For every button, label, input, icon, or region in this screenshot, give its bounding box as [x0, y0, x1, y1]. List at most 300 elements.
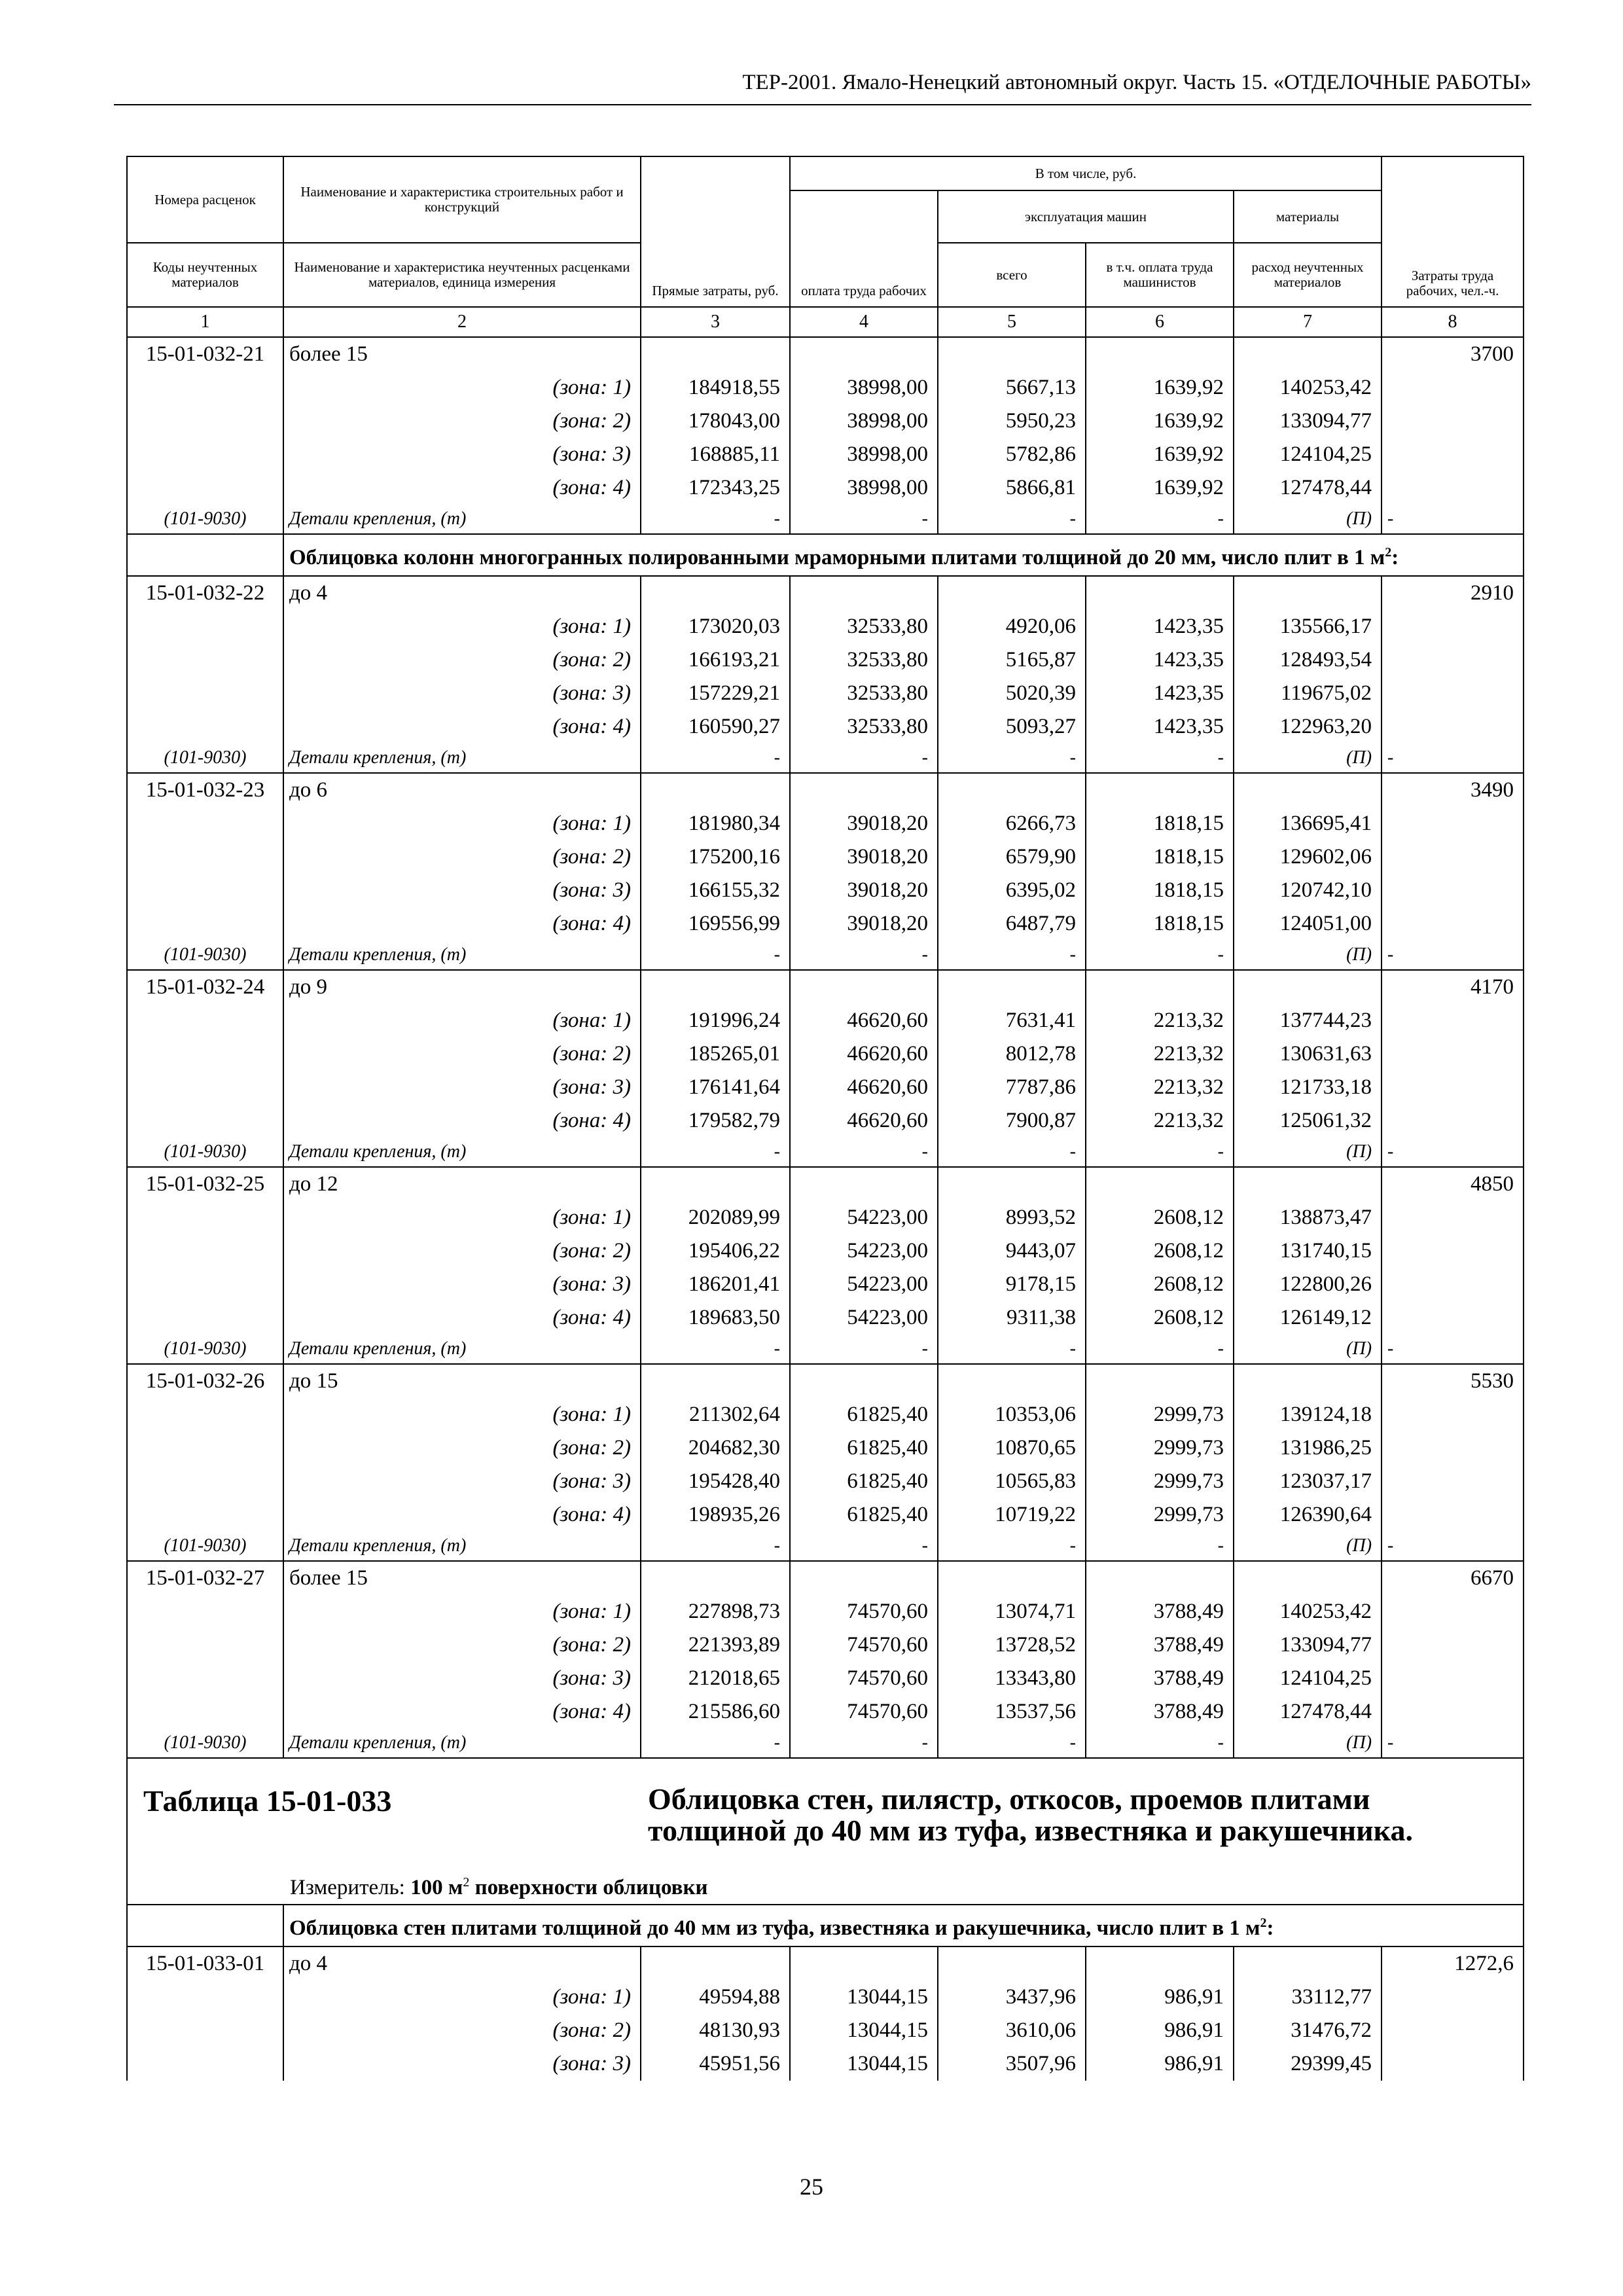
material-name: Детали крепления, (т)	[283, 505, 641, 534]
value-cell: 9443,07	[938, 1234, 1086, 1268]
empty-cell	[1382, 677, 1524, 710]
value-cell: 168885,11	[641, 438, 790, 471]
empty-cell	[1234, 576, 1382, 610]
dash-cell: -	[1382, 941, 1524, 970]
material-name: Детали крепления, (т)	[283, 1138, 641, 1167]
section-sup: 2	[1260, 1916, 1267, 1930]
section-text: Облицовка колонн многогранных полированными мраморными плитами толщиной до 20 мм, число плит в 1 м	[289, 546, 1385, 569]
value-cell: 10719,22	[938, 1498, 1086, 1532]
empty-cell	[127, 1071, 283, 1104]
p-mark: (П)	[1234, 744, 1382, 773]
empty-cell	[1382, 710, 1524, 744]
zone-label: (зона: 3)	[283, 1268, 641, 1301]
zone-row	[127, 404, 1524, 438]
empty-cell	[1382, 1037, 1524, 1071]
section-tail: :	[1391, 546, 1399, 569]
dash-cell: -	[1086, 1532, 1234, 1561]
value-cell: 172343,25	[641, 471, 790, 505]
value-cell: 131986,25	[1234, 1431, 1382, 1465]
value-cell: 4920,06	[938, 610, 1086, 643]
empty-cell	[127, 1905, 283, 1946]
empty-cell	[790, 1561, 938, 1595]
empty-cell	[1086, 1364, 1234, 1398]
empty-cell	[1382, 610, 1524, 643]
p-mark: (П)	[1234, 1729, 1382, 1758]
empty-cell	[1234, 970, 1382, 1004]
value-cell: 74570,60	[790, 1628, 938, 1662]
rates-table	[126, 156, 1524, 2081]
rate-code: 15-01-032-23	[127, 773, 283, 807]
dash-cell: -	[641, 1138, 790, 1167]
empty-cell	[641, 337, 790, 371]
value-cell: 8012,78	[938, 1037, 1086, 1071]
rate-row	[127, 1561, 1524, 1595]
dash-cell: -	[1382, 744, 1524, 773]
col7-header: расход неучтенных материалов	[1234, 243, 1382, 307]
value-cell: 215586,60	[641, 1695, 790, 1729]
dash-cell: -	[1086, 505, 1234, 534]
dash-cell: -	[790, 941, 938, 970]
labor-cost: 4850	[1382, 1167, 1524, 1201]
rate-row	[127, 1167, 1524, 1201]
col-num: 2	[283, 307, 641, 337]
empty-cell	[1382, 1234, 1524, 1268]
value-cell: 123037,17	[1234, 1465, 1382, 1498]
value-cell: 127478,44	[1234, 471, 1382, 505]
dash-cell: -	[938, 1729, 1086, 1758]
empty-cell	[938, 773, 1086, 807]
dash-cell: -	[641, 1729, 790, 1758]
material-code: (101-9030)	[127, 1729, 283, 1758]
material-code: (101-9030)	[127, 505, 283, 534]
value-cell: 1423,35	[1086, 677, 1234, 710]
material-code: (101-9030)	[127, 941, 283, 970]
empty-cell	[1382, 2047, 1524, 2081]
zone-label: (зона: 4)	[283, 710, 641, 744]
empty-cell	[1086, 1167, 1234, 1201]
value-cell: 2608,12	[1086, 1268, 1234, 1301]
zone-row	[127, 840, 1524, 874]
value-cell: 32533,80	[790, 610, 938, 643]
rate-row	[127, 576, 1524, 610]
value-cell: 138873,47	[1234, 1201, 1382, 1234]
value-cell: 6579,90	[938, 840, 1086, 874]
dash-cell: -	[641, 1532, 790, 1561]
zone-label: (зона: 3)	[283, 677, 641, 710]
value-cell: 39018,20	[790, 907, 938, 941]
value-cell: 1639,92	[1086, 438, 1234, 471]
page-number: 25	[800, 2174, 823, 2200]
empty-cell	[1382, 1595, 1524, 1628]
dash-cell: -	[938, 505, 1086, 534]
value-cell: 6487,79	[938, 907, 1086, 941]
value-cell: 10353,06	[938, 1398, 1086, 1431]
value-cell: 986,91	[1086, 2014, 1234, 2047]
rate-code: 15-01-033-01	[127, 1946, 283, 1981]
empty-cell	[1382, 907, 1524, 941]
section-row	[127, 1905, 1524, 1946]
empty-cell	[1234, 1167, 1382, 1201]
value-cell: 32533,80	[790, 710, 938, 744]
empty-cell	[641, 1946, 790, 1981]
zone-row	[127, 1104, 1524, 1138]
value-cell: 46620,60	[790, 1037, 938, 1071]
empty-cell	[1234, 1946, 1382, 1981]
empty-cell	[1382, 471, 1524, 505]
materials-header: материалы	[1234, 190, 1382, 243]
material-code: (101-9030)	[127, 1138, 283, 1167]
material-code: (101-9030)	[127, 1335, 283, 1364]
value-cell: 122800,26	[1234, 1268, 1382, 1301]
empty-cell	[1234, 1561, 1382, 1595]
zone-row	[127, 1431, 1524, 1465]
column-number-row	[127, 307, 1524, 337]
value-cell: 39018,20	[790, 807, 938, 840]
zone-row	[127, 1465, 1524, 1498]
col4-header: оплата труда рабочих	[790, 190, 938, 307]
value-cell: 1818,15	[1086, 840, 1234, 874]
value-cell: 204682,30	[641, 1431, 790, 1465]
value-cell: 2213,32	[1086, 1104, 1234, 1138]
zone-label: (зона: 4)	[283, 1301, 641, 1335]
zone-label: (зона: 1)	[283, 1004, 641, 1037]
value-cell: 13728,52	[938, 1628, 1086, 1662]
empty-cell	[938, 337, 1086, 371]
empty-cell	[127, 677, 283, 710]
section-text: Облицовка стен плитами толщиной до 40 мм из туфа, известняка и ракушечника, число плит в 1 м	[289, 1916, 1260, 1940]
empty-cell	[790, 1946, 938, 1981]
rate-row	[127, 970, 1524, 1004]
value-cell: 6395,02	[938, 874, 1086, 907]
value-cell: 227898,73	[641, 1595, 790, 1628]
value-cell: 39018,20	[790, 840, 938, 874]
value-cell: 5667,13	[938, 371, 1086, 404]
value-cell: 45951,56	[641, 2047, 790, 2081]
zone-row	[127, 643, 1524, 677]
value-cell: 166193,21	[641, 643, 790, 677]
value-cell: 1639,92	[1086, 404, 1234, 438]
empty-cell	[938, 1946, 1086, 1981]
empty-cell	[790, 773, 938, 807]
empty-cell	[127, 1628, 283, 1662]
value-cell: 54223,00	[790, 1268, 938, 1301]
value-cell: 54223,00	[790, 1301, 938, 1335]
zone-label: (зона: 2)	[283, 643, 641, 677]
col1-header-bottom: Коды неучтенных материалов	[127, 243, 283, 307]
material-row	[127, 1729, 1524, 1758]
value-cell: 5950,23	[938, 404, 1086, 438]
value-cell: 46620,60	[790, 1104, 938, 1138]
empty-cell	[127, 1695, 283, 1729]
value-cell: 3788,49	[1086, 1628, 1234, 1662]
empty-cell	[641, 576, 790, 610]
rate-code: 15-01-032-21	[127, 337, 283, 371]
empty-cell	[1382, 404, 1524, 438]
zone-row	[127, 1981, 1524, 2014]
dash-cell: -	[938, 1138, 1086, 1167]
value-cell: 140253,42	[1234, 371, 1382, 404]
zone-row	[127, 907, 1524, 941]
value-cell: 157229,21	[641, 677, 790, 710]
empty-cell	[938, 1167, 1086, 1201]
dash-cell: -	[938, 744, 1086, 773]
dash-cell: -	[641, 505, 790, 534]
empty-cell	[790, 970, 938, 1004]
p-mark: (П)	[1234, 505, 1382, 534]
value-cell: 169556,99	[641, 907, 790, 941]
value-cell: 13044,15	[790, 2047, 938, 2081]
empty-cell	[1086, 337, 1234, 371]
empty-cell	[127, 2047, 283, 2081]
value-cell: 126149,12	[1234, 1301, 1382, 1335]
unit-label: Измеритель:	[290, 1876, 405, 1899]
empty-cell	[127, 404, 283, 438]
section-title	[283, 1905, 1524, 1946]
value-cell: 125061,32	[1234, 1104, 1382, 1138]
rate-name: до 9	[283, 970, 641, 1004]
empty-cell	[1382, 1201, 1524, 1234]
empty-cell	[127, 534, 283, 576]
value-cell: 5782,86	[938, 438, 1086, 471]
value-cell: 181980,34	[641, 807, 790, 840]
dash-cell: -	[938, 1335, 1086, 1364]
empty-cell	[127, 840, 283, 874]
dash-cell: -	[790, 1335, 938, 1364]
zone-label: (зона: 3)	[283, 438, 641, 471]
empty-cell	[1382, 1662, 1524, 1695]
empty-cell	[1234, 773, 1382, 807]
value-cell: 13537,56	[938, 1695, 1086, 1729]
zone-row	[127, 807, 1524, 840]
dash-cell: -	[641, 1335, 790, 1364]
empty-cell	[1382, 371, 1524, 404]
value-cell: 124051,00	[1234, 907, 1382, 941]
empty-cell	[127, 610, 283, 643]
col-num: 6	[1086, 307, 1234, 337]
value-cell: 211302,64	[641, 1398, 790, 1431]
labor-cost: 6670	[1382, 1561, 1524, 1595]
empty-cell	[938, 1561, 1086, 1595]
rate-name: до 15	[283, 1364, 641, 1398]
empty-cell	[641, 773, 790, 807]
zone-row	[127, 438, 1524, 471]
value-cell: 2608,12	[1086, 1234, 1234, 1268]
material-row	[127, 744, 1524, 773]
value-cell: 1818,15	[1086, 874, 1234, 907]
value-cell: 32533,80	[790, 677, 938, 710]
col8-header: Затраты труда рабочих, чел.-ч.	[1382, 156, 1524, 307]
value-cell: 122963,20	[1234, 710, 1382, 744]
value-cell: 2999,73	[1086, 1431, 1234, 1465]
value-cell: 133094,77	[1234, 1628, 1382, 1662]
rate-name: до 4	[283, 1946, 641, 1981]
value-cell: 74570,60	[790, 1695, 938, 1729]
value-cell: 13044,15	[790, 2014, 938, 2047]
value-cell: 48130,93	[641, 2014, 790, 2047]
rate-name: более 15	[283, 337, 641, 371]
value-cell: 121733,18	[1234, 1071, 1382, 1104]
value-cell: 54223,00	[790, 1234, 938, 1268]
machines-header: эксплуатация машин	[938, 190, 1234, 243]
zone-row	[127, 710, 1524, 744]
value-cell: 130631,63	[1234, 1037, 1382, 1071]
value-cell: 185265,01	[641, 1037, 790, 1071]
labor-cost: 4170	[1382, 970, 1524, 1004]
material-name: Детали крепления, (т)	[283, 744, 641, 773]
zone-row	[127, 2047, 1524, 2081]
value-cell: 120742,10	[1234, 874, 1382, 907]
unit-line	[290, 1875, 708, 1900]
value-cell: 61825,40	[790, 1465, 938, 1498]
dash-cell: -	[790, 1138, 938, 1167]
empty-cell	[1382, 1071, 1524, 1104]
material-code: (101-9030)	[127, 744, 283, 773]
dash-cell: -	[1086, 941, 1234, 970]
empty-cell	[127, 907, 283, 941]
zone-label: (зона: 2)	[283, 1234, 641, 1268]
material-row	[127, 505, 1524, 534]
col-num: 3	[641, 307, 790, 337]
value-cell: 119675,02	[1234, 677, 1382, 710]
section-tail: :	[1266, 1916, 1274, 1940]
empty-cell	[127, 1431, 283, 1465]
empty-cell	[938, 576, 1086, 610]
value-cell: 179582,79	[641, 1104, 790, 1138]
section-title	[283, 534, 1524, 576]
col1-header-top: Номера расценок	[127, 156, 283, 243]
value-cell: 212018,65	[641, 1662, 790, 1695]
col-num: 1	[127, 307, 283, 337]
table-title-row	[127, 1758, 1524, 1905]
empty-cell	[641, 1364, 790, 1398]
unit-tail: поверхности облицовки	[474, 1876, 708, 1899]
dash-cell: -	[1086, 1729, 1234, 1758]
value-cell: 7631,41	[938, 1004, 1086, 1037]
value-cell: 191996,24	[641, 1004, 790, 1037]
zone-row	[127, 1498, 1524, 1532]
zone-label: (зона: 2)	[283, 1628, 641, 1662]
value-cell: 13343,80	[938, 1662, 1086, 1695]
value-cell: 126390,64	[1234, 1498, 1382, 1532]
zone-label: (зона: 1)	[283, 1981, 641, 2014]
value-cell: 9311,38	[938, 1301, 1086, 1335]
dash-cell: -	[938, 1532, 1086, 1561]
zone-label: (зона: 2)	[283, 2014, 641, 2047]
value-cell: 7900,87	[938, 1104, 1086, 1138]
zone-row	[127, 677, 1524, 710]
value-cell: 2213,32	[1086, 1037, 1234, 1071]
zone-row	[127, 1662, 1524, 1695]
dash-cell: -	[1086, 744, 1234, 773]
zone-label: (зона: 1)	[283, 1595, 641, 1628]
value-cell: 140253,42	[1234, 1595, 1382, 1628]
material-name: Детали крепления, (т)	[283, 941, 641, 970]
value-cell: 61825,40	[790, 1498, 938, 1532]
empty-cell	[127, 807, 283, 840]
dash-cell: -	[1382, 1729, 1524, 1758]
empty-cell	[127, 1662, 283, 1695]
empty-cell	[127, 471, 283, 505]
value-cell: 133094,77	[1234, 404, 1382, 438]
value-cell: 39018,20	[790, 874, 938, 907]
value-cell: 986,91	[1086, 2047, 1234, 2081]
value-cell: 13074,71	[938, 1595, 1086, 1628]
material-row	[127, 1138, 1524, 1167]
material-row	[127, 1335, 1524, 1364]
empty-cell	[790, 337, 938, 371]
rate-row	[127, 337, 1524, 371]
labor-cost: 2910	[1382, 576, 1524, 610]
value-cell: 2999,73	[1086, 1465, 1234, 1498]
empty-cell	[127, 1301, 283, 1335]
table-number: Таблица 15-01-033	[143, 1784, 392, 1818]
value-cell: 136695,41	[1234, 807, 1382, 840]
empty-cell	[1382, 1104, 1524, 1138]
value-cell: 166155,32	[641, 874, 790, 907]
value-cell: 74570,60	[790, 1595, 938, 1628]
zone-row	[127, 1595, 1524, 1628]
value-cell: 173020,03	[641, 610, 790, 643]
empty-cell	[127, 1037, 283, 1071]
value-cell: 61825,40	[790, 1431, 938, 1465]
value-cell: 1639,92	[1086, 471, 1234, 505]
value-cell: 7787,86	[938, 1071, 1086, 1104]
value-cell: 178043,00	[641, 404, 790, 438]
empty-cell	[1086, 1561, 1234, 1595]
zone-row	[127, 1398, 1524, 1431]
table-title-block	[128, 1759, 1523, 1904]
unit-sup: 2	[463, 1875, 470, 1890]
zone-row	[127, 2014, 1524, 2047]
dash-cell: -	[641, 941, 790, 970]
value-cell: 189683,50	[641, 1301, 790, 1335]
empty-cell	[1086, 773, 1234, 807]
value-cell: 3788,49	[1086, 1695, 1234, 1729]
table-name: Облицовка стен, пилястр, откосов, проемов плитами толщиной до 40 мм из туфа, известняка и ракушечника.	[648, 1782, 1413, 1847]
p-mark: (П)	[1234, 941, 1382, 970]
empty-cell	[127, 438, 283, 471]
empty-cell	[1382, 643, 1524, 677]
incl-header: В том числе, руб.	[790, 156, 1382, 190]
empty-cell	[127, 1268, 283, 1301]
empty-cell	[1382, 1981, 1524, 2014]
section-row	[127, 534, 1524, 576]
unit-value: 100 м	[410, 1876, 463, 1899]
empty-cell	[1382, 1498, 1524, 1532]
labor-cost: 5530	[1382, 1364, 1524, 1398]
zone-label: (зона: 2)	[283, 1037, 641, 1071]
empty-cell	[1382, 1004, 1524, 1037]
value-cell: 5866,81	[938, 471, 1086, 505]
zone-label: (зона: 1)	[283, 371, 641, 404]
col3-header: Прямые затраты, руб.	[641, 156, 790, 307]
value-cell: 221393,89	[641, 1628, 790, 1662]
empty-cell	[641, 1561, 790, 1595]
zone-row	[127, 1037, 1524, 1071]
zone-row	[127, 610, 1524, 643]
empty-cell	[1086, 576, 1234, 610]
empty-cell	[641, 1167, 790, 1201]
empty-cell	[790, 576, 938, 610]
value-cell: 61825,40	[790, 1398, 938, 1431]
value-cell: 2999,73	[1086, 1498, 1234, 1532]
value-cell: 54223,00	[790, 1201, 938, 1234]
rate-row	[127, 1946, 1524, 1981]
value-cell: 8993,52	[938, 1201, 1086, 1234]
value-cell: 195428,40	[641, 1465, 790, 1498]
value-cell: 175200,16	[641, 840, 790, 874]
value-cell: 38998,00	[790, 371, 938, 404]
